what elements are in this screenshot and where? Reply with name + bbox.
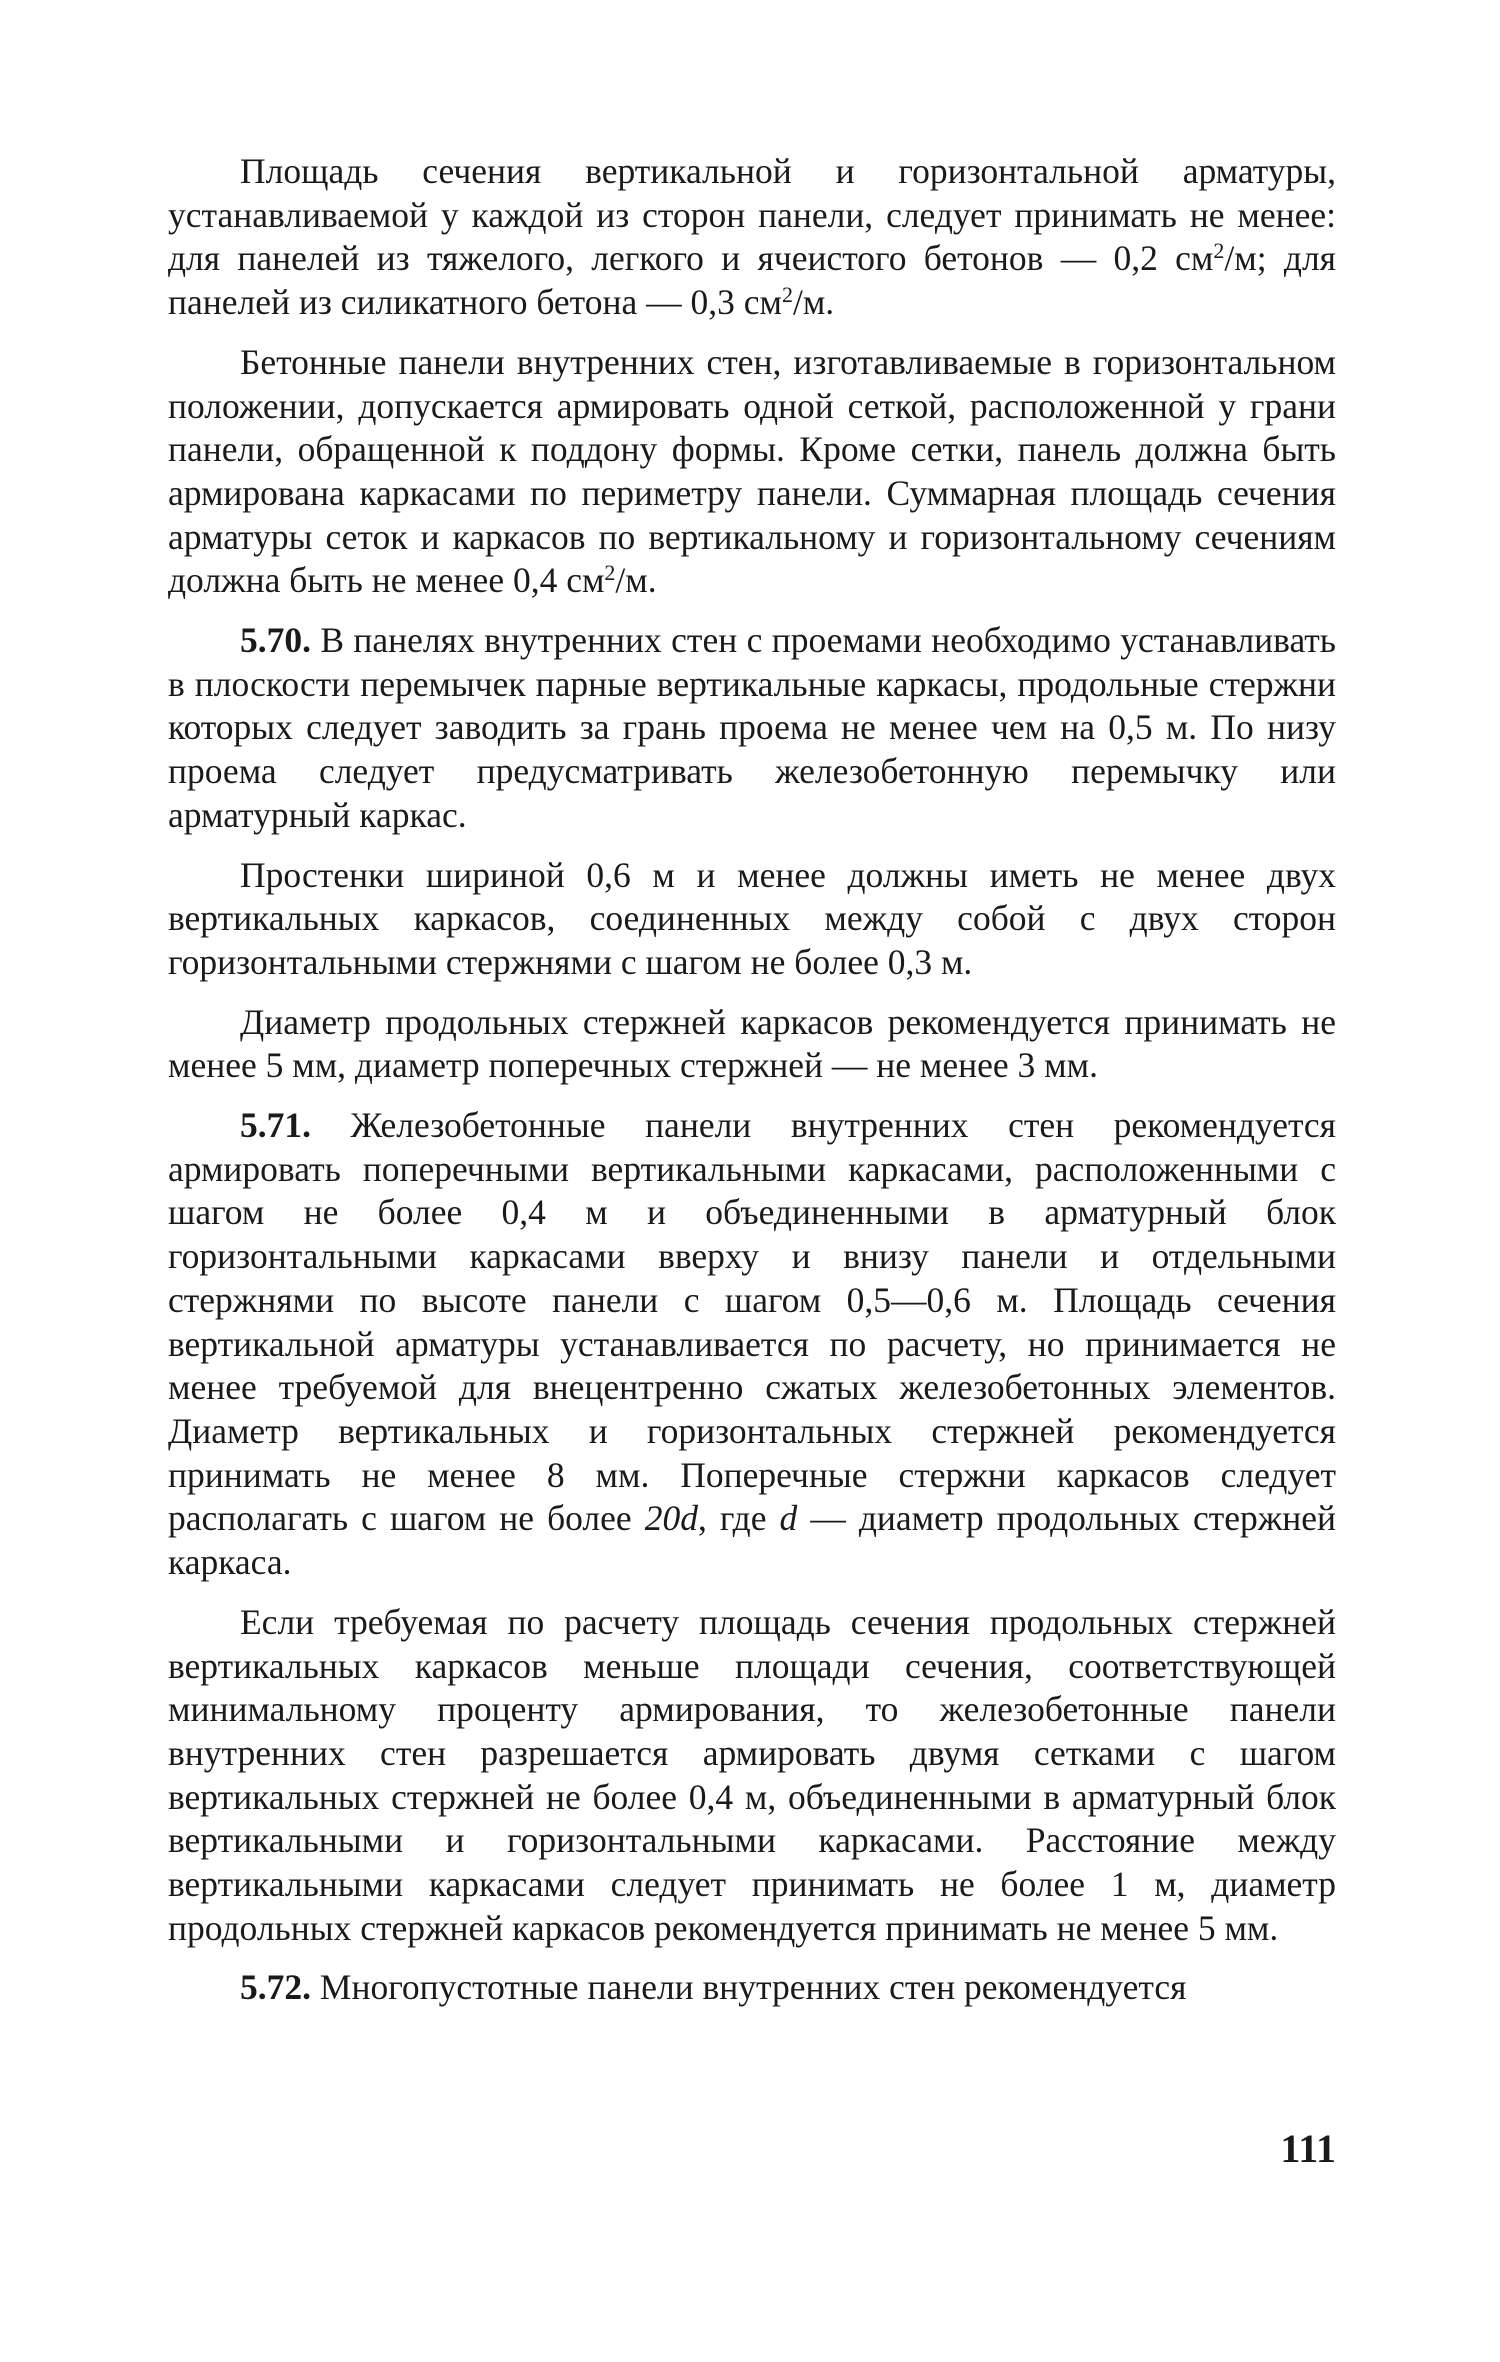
- clause-text: Многопустотные панели внутренних стен рекомендуется: [319, 1967, 1187, 2008]
- paragraph-two-meshes: Если требуемая по расчету площадь сечения продольных стержней вертикальных каркасов меньше площади сечения, соответствующей минимальному проценту армирования, то железобетонные панели внутренних стен разрешается армировать двумя сетками с шагом вертикальных стержней не более 0,4 м, объединенными в арматурный блок вертикальными и горизонтальными каркасами. Расстояние между вертикальными каркасами следует принимать не более 1 м, диаметр продольных стержней каркасов рекомендуется принимать не менее 5 мм.: [168, 1601, 1336, 1948]
- clause-symbol: d: [779, 1498, 798, 1539]
- paragraph-bar-diameter: Диаметр продольных стержней каркасов рекомендуется принимать не менее 5 мм, диаметр поперечных стержней — не менее 3 мм.: [168, 1001, 1336, 1086]
- clause-5-71: [168, 1104, 1336, 1585]
- body-text: [168, 150, 1336, 2010]
- paragraph-concrete-panels: Бетонные панели внутренних стен, изготавливаемые в горизонтальном положении, допускается армировать одной сеткой, расположенной у грани панели, обращенной к поддону формы. Кроме сетки, панель должна быть армирована каркасами по периметру панели. Суммарная площадь сечения арматуры сеток и каркасов по вертикальному и горизонтальному сечениям должна быть не менее 0,4 $см^2/м$.: [168, 341, 1336, 601]
- clause-text-end: — диаметр продольных стержней каркаса.: [168, 1498, 1337, 1583]
- clause-5-72: [168, 1966, 1336, 2010]
- clause-text-continued: , где: [697, 1498, 767, 1539]
- clause-text: В панелях внутренних стен с проемами необходимо устанавливать в плоскости перемычек парные вертикальные каркасы, продольные стержни которых следует заводить за грань проема не менее чем на 0,5 м. По низу проема следует предусматривать железобетонную перемычку или арматурный каркас.: [168, 620, 1336, 835]
- clause-number: 5.71.: [240, 1105, 311, 1146]
- clause-formula: 20d: [644, 1498, 698, 1539]
- page-number: 111: [1280, 2126, 1336, 2171]
- paragraph-reinforcement-area: Площадь сечения вертикальной и горизонтальной арматуры, устанавливаемой у каждой из сторон панели, следует принимать не менее: для панелей из тяжелого, легкого и ячеистого бетонов — 0,2 $см^2/м$; для панелей из силикатного бетона — 0,3 $см^2/м$.: [168, 151, 1337, 323]
- clause-number: 5.72.: [240, 1967, 311, 2008]
- clause-number: 5.70.: [240, 620, 311, 661]
- paragraph-piers: Простенки шириной 0,6 м и менее должны иметь не менее двух вертикальных каркасов, соединенных между собой с двух сторон горизонтальными стержнями с шагом не более 0,3 м.: [168, 854, 1336, 982]
- clause-5-70: [168, 619, 1336, 838]
- clause-text: Железобетонные панели внутренних стен рекомендуется армировать поперечными вертикальными каркасами, расположенными с шагом не более 0,4 м и объединенными в арматурный блок горизонтальными каркасами вверху и внизу панели и отдельными стержнями по высоте панели с шагом 0,5—0,6 м. Площадь сечения вертикальной арматуры устанавливается по расчету, но принимается не менее требуемой для внецентренно сжатых железобетонных элементов. Диаметр вертикальных и горизонтальных стержней рекомендуется принимать не менее 8 мм. Поперечные стержни каркасов следует располагать с шагом не более: [168, 1105, 1337, 1539]
